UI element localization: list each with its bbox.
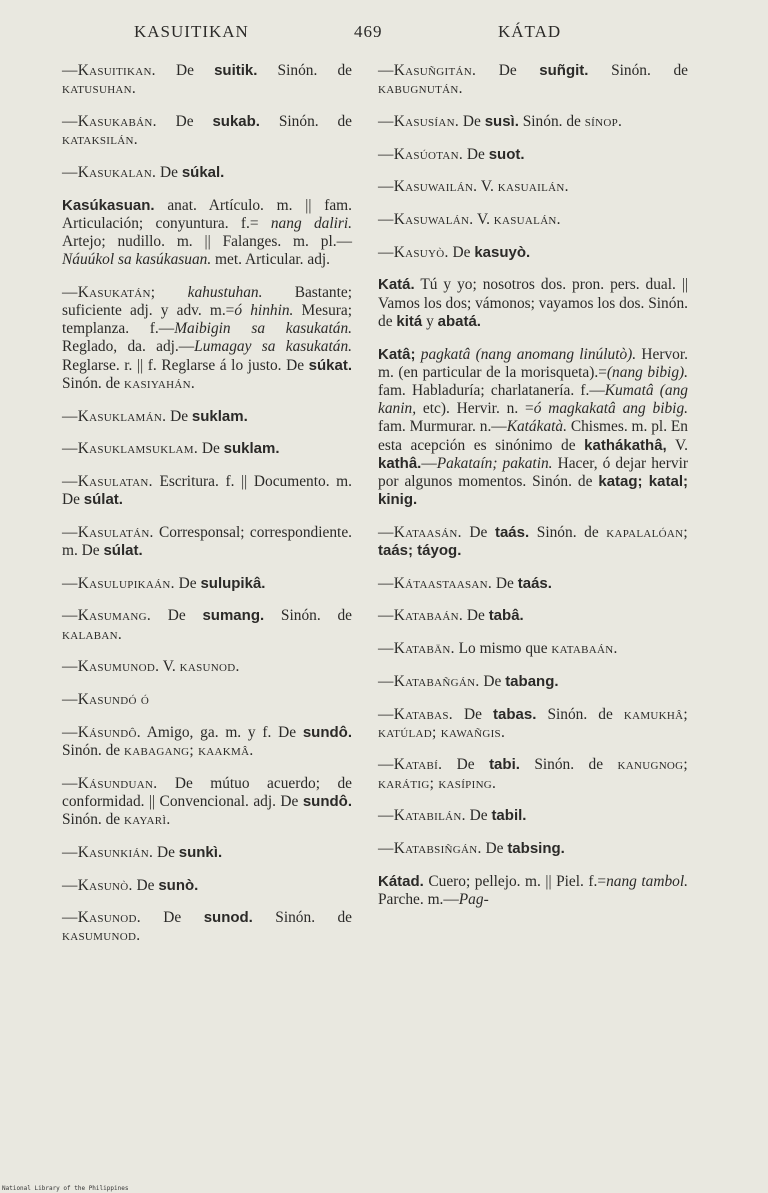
dictionary-entry-kasukasuan: Kasúkasuan. anat. Artículo. m. || fam. Articulación; conyuntura. f.= nang daliri. Artejo; nudillo. m. || Falanges. m. pl.—Náuúkol sa kasúkasuan. met. Articular. adj. [62, 196, 353, 269]
subentry-term: —Katabas. [378, 705, 453, 723]
dictionary-entry-katabaan: —Katabaán. De tabâ. [378, 607, 524, 625]
headword: suot. [488, 145, 525, 163]
subentry-term: —Kasumunod. [62, 658, 160, 676]
cross-reference: kabugnután. [378, 80, 463, 98]
headword: tabsing. [507, 840, 565, 858]
library-footer: National Library of the Philippines [2, 1185, 129, 1192]
dictionary-entry-kata: Katá. Tú y yo; nosotros dos. pron. pers. dual. || Vamos los dos; vámonos; vayamos los dos. Sinón. de kitá y abatá. [378, 276, 688, 330]
dictionary-entry-kasulatan2: —Kasulatán. Corresponsal; correspondiente. m. De súlat. [62, 523, 352, 560]
subentry-term: —Katabän. [378, 640, 455, 658]
example-phrase: ó magkakatâ ang bibig. [533, 400, 688, 418]
cross-reference: kamukhâ; katúlad; kawañgis. [378, 705, 688, 741]
example-phrase: Kumatâ (ang kanin, [378, 381, 688, 418]
headword: Katá. [378, 276, 415, 294]
left-column [62, 62, 352, 960]
subentry-term: —Kasuwailán. [378, 178, 478, 196]
subentry-term: —Kasunkián. [62, 843, 154, 861]
subentry-term: —Kasunò. [62, 876, 133, 894]
subentry-term: —Katabí. [378, 756, 443, 774]
dictionary-entry-kasukaban: —Kasukabán. De sukab. Sinón. de kataksilán. [62, 112, 352, 149]
subentry-term: —Katabsiñgán. [378, 840, 482, 858]
example-phrase: nang tambol. [606, 872, 688, 890]
dictionary-entry-kasunkian: —Kasunkián. De sunkì. [62, 843, 223, 861]
subentry-term: —Kasúotan. [378, 145, 464, 163]
cross-reference: kataksilán. [62, 131, 138, 149]
page-header [0, 22, 768, 46]
headword: kathákathâ, [584, 436, 667, 454]
cross-reference: kabagang; kaakmâ. [124, 741, 254, 759]
subentry-term: —Kásunduan. [62, 774, 158, 792]
headword: tabi. [489, 756, 520, 774]
subentry-term: —Kasumang. [62, 607, 151, 625]
dictionary-entry-kasusian: —Kasusían. De susì. Sinón. de sínop. [378, 112, 623, 130]
right-column [378, 62, 688, 924]
headword: suñgit. [539, 62, 589, 79]
dictionary-entry-kataasan: —Kataasán. De taás. Sinón. de kapalalóan; taás; táyog. [378, 523, 688, 560]
dictionary-entry-kasuwailan: —Kasuwailán. V. kasuailán. [378, 178, 569, 196]
dictionary-entry-katabi: —Katabí. De tabi. Sinón. de kanugnog; karátig; kasíping. [378, 756, 688, 792]
headword: tabil. [491, 807, 527, 825]
dictionary-entry-kasuklamsuklam: —Kasuklamsuklam. De suklam. [62, 440, 280, 458]
cross-reference: kasiyahán. [124, 374, 196, 392]
dictionary-entry-katabilan: —Katabilán. De tabil. [378, 807, 527, 825]
subentry-term: —Kasulatán. [62, 523, 154, 541]
dictionary-entry-kasundo2: —Kásundô. Amigo, ga. m. y f. De sundô. Sinón. de kabagang; kaakmâ. [62, 723, 352, 759]
subentry-term: —Kasukalan. [62, 163, 157, 181]
headword: sulupikâ. [200, 574, 266, 592]
subentry-term: —Kasukatán; [62, 283, 156, 301]
cross-reference: kalaban. [62, 625, 123, 643]
dictionary-entry-kasumang: —Kasumang. De sumang. Sinón. de kalaban. [62, 607, 352, 643]
example-phrase: pagkatâ (nang anomang linúlutò). [420, 345, 637, 363]
dictionary-entry-kasungitan: —Kasuñgitán. De suñgit. Sinón. de kabugnután. [378, 62, 688, 98]
subentry-term: —Kasusían. [378, 112, 460, 130]
headword: susì. [484, 112, 519, 130]
subentry-term: —Kátaastaasan. [378, 574, 493, 592]
headword: Kasúkasuan. [62, 196, 155, 214]
running-head-right: KÁTAD [498, 22, 562, 41]
headword: kasuyò. [474, 243, 531, 261]
headword: sunod. [203, 909, 253, 927]
headword: suitik. [214, 62, 258, 79]
example-phrase: ó hinhin. [234, 302, 294, 320]
headword: súkat. [308, 356, 352, 374]
headword: sukab. [212, 112, 260, 130]
headword: Kátad. [378, 872, 424, 890]
dictionary-entry-kasulatan: —Kasulatan. Escritura. f. || Documento. m. De súlat. [62, 472, 352, 509]
subentry-term: —Kasuyò. [378, 243, 449, 261]
dictionary-entry-katabas: —Katabas. De tabas. Sinón. de kamukhâ; katúlad; kawañgis. [378, 705, 688, 741]
example-phrase: Náuúkol sa kasúkasuan. [62, 251, 212, 269]
subentry-term: —Kasulatan. [62, 472, 153, 490]
headword: abatá. [437, 312, 481, 330]
headword: suklam. [191, 407, 248, 425]
example-phrase: Maibigin sa kasukatán. [174, 320, 352, 338]
dictionary-entry-katabsingan: —Katabsiñgán. De tabsing. [378, 840, 565, 858]
example-phrase: nang daliri. [270, 214, 353, 232]
dictionary-entry-katad: Kátad. Cuero; pellejo. m. || Piel. f.=nang tambol. Parche. m.—Pag- [378, 872, 688, 908]
headword: suklam. [223, 440, 280, 458]
headword: sunò. [158, 876, 199, 894]
dictionary-entry-kasukatan: —Kasukatán; kahustuhan. Bastante; suficiente adj. y adv. m.=ó hinhin. Mesura; templanza. f.—Maibigin sa kasukatán. Reglado, da. adj.—Lumagay sa kasukatán. Reglarse. r. || f. Reglarse á lo justo. De súkat. Sinón. de kasiyahán. [62, 283, 353, 392]
cross-reference: kasualán. [493, 211, 561, 229]
headword: tabas. [493, 705, 537, 723]
dictionary-entry-kataastaasan: —Kátaastaasan. De taás. [378, 574, 552, 592]
subentry-term: —Kasunod. [62, 909, 141, 927]
subentry-term: —Kasundó ó [62, 691, 150, 709]
dictionary-entry-kasuwalan: —Kasuwalán. V. kasualán. [378, 211, 561, 229]
page-number: 469 [354, 22, 383, 41]
subentry-term: —Kasulupikaán. [62, 574, 175, 592]
cross-reference: sínop. [584, 112, 623, 130]
dictionary-entry-kasuno: —Kasunò. De sunò. [62, 876, 199, 894]
cross-reference: katabaán. [551, 640, 618, 658]
cross-reference: kanugnog; karátig; kasíping. [378, 756, 688, 792]
dictionary-entry-kasundo [62, 691, 352, 709]
headword: taás. [494, 523, 530, 541]
dictionary-entry-kasunduan: —Kásunduan. De mútuo acuerdo; de conformidad. || Convencional. adj. De sundô. Sinón. de kayarì. [62, 774, 352, 829]
dictionary-entry-kasuklaman: —Kasuklamán. De suklam. [62, 407, 248, 425]
subentry-term: —Katabaán. [378, 607, 464, 625]
dictionary-entry-kasunod: —Kasunod. De sunod. Sinón. de kasumunod. [62, 909, 352, 945]
example-phrase: kahustuhan. [187, 283, 263, 301]
headword: sundô. [302, 792, 352, 810]
running-head-left: KASUITIKAN [134, 22, 249, 41]
subentry-term: —Kasuñgitán. [378, 62, 477, 79]
example-phrase: Katákatà. [506, 418, 567, 436]
dictionary-entry-katabangan: —Katabañgán. De tabang. [378, 672, 559, 690]
example-phrase: Pag- [458, 891, 489, 908]
headword: sundô. [302, 723, 352, 741]
headword: Katâ; [378, 345, 416, 363]
headword: sumang. [202, 607, 265, 625]
dictionary-entry-kasuyo: —Kasuyò. De kasuyò. [378, 243, 531, 261]
dictionary-entry-kasukalan: —Kasukalan. De súkal. [62, 163, 225, 181]
subentry-term: —Kasuklamsuklam. [62, 440, 198, 458]
headword: kathâ. [378, 454, 422, 472]
cross-reference: kasunod. [179, 658, 240, 676]
subentry-term: —Kasuitikan. [62, 62, 156, 79]
dictionary-entry-kasumunod: —Kasumunod. V. kasunod. [62, 658, 240, 676]
subentry-term: —Kasuklamán. [62, 407, 167, 425]
headword: sunkì. [178, 843, 223, 861]
subentry-term: —Katabilán. [378, 807, 466, 825]
headword: súkal. [181, 163, 225, 181]
cross-reference: kayarì. [124, 811, 171, 829]
example-phrase: Pakataín; pakatin. [436, 454, 553, 472]
cross-reference: kapalalóan; [606, 523, 688, 541]
headword: kitá [396, 312, 423, 330]
subentry-term: —Kataasán. [378, 523, 462, 541]
dictionary-entry-kasulupikaan: —Kasulupikaán. De sulupikâ. [62, 574, 266, 592]
dictionary-entry-kasuitikan: —Kasuitikan. De suitik. Sinón. de katusuhan. [62, 62, 352, 98]
headword: taás. [517, 574, 552, 592]
subentry-term: —Kásundô. [62, 723, 141, 741]
cross-reference: kasumunod. [62, 927, 141, 945]
example-phrase: (nang bibig). [606, 363, 689, 381]
example-phrase: Lumagay sa kasukatán. [194, 338, 353, 356]
subentry-term: —Katabañgán. [378, 672, 480, 690]
cross-reference: kasuailán. [497, 178, 569, 196]
subentry-term: —Kasuwalán. [378, 211, 474, 229]
dictionary-entry-kasuotan: —Kasúotan. De suot. [378, 145, 525, 163]
dictionary-entry-kataban: —Katabän. Lo mismo que katabaán. [378, 640, 618, 658]
dictionary-entry-kata2: Katâ; pagkatâ (nang anomang linúlutò). Hervor. m. (en particular de la morisqueta).=(nang bibig). fam. Habladuría; charlatanería. f.—Kumatâ (ang kanin, etc). Hervir. n. =ó magkakatâ ang bibig. fam. Murmurar. n.—Katákatà. Chismes. m. pl. En esta acepción es sinónimo de kathákathâ, V. kathâ.—Pakataín; pakatin. Hacer, ó dejar hervir por algunos momentos. Sinón. de katag; katal; kinig. [378, 345, 689, 509]
headword: katag; katal; kinig. [378, 472, 688, 509]
headword: súlat. [83, 491, 123, 509]
cross-reference: katusuhan. [62, 80, 137, 98]
headword: súlat. [103, 542, 143, 560]
headword: tabang. [505, 672, 559, 690]
headword: tabâ. [488, 607, 524, 625]
headword: taás; táyog. [378, 542, 462, 560]
subentry-term: —Kasukabán. [62, 112, 157, 130]
